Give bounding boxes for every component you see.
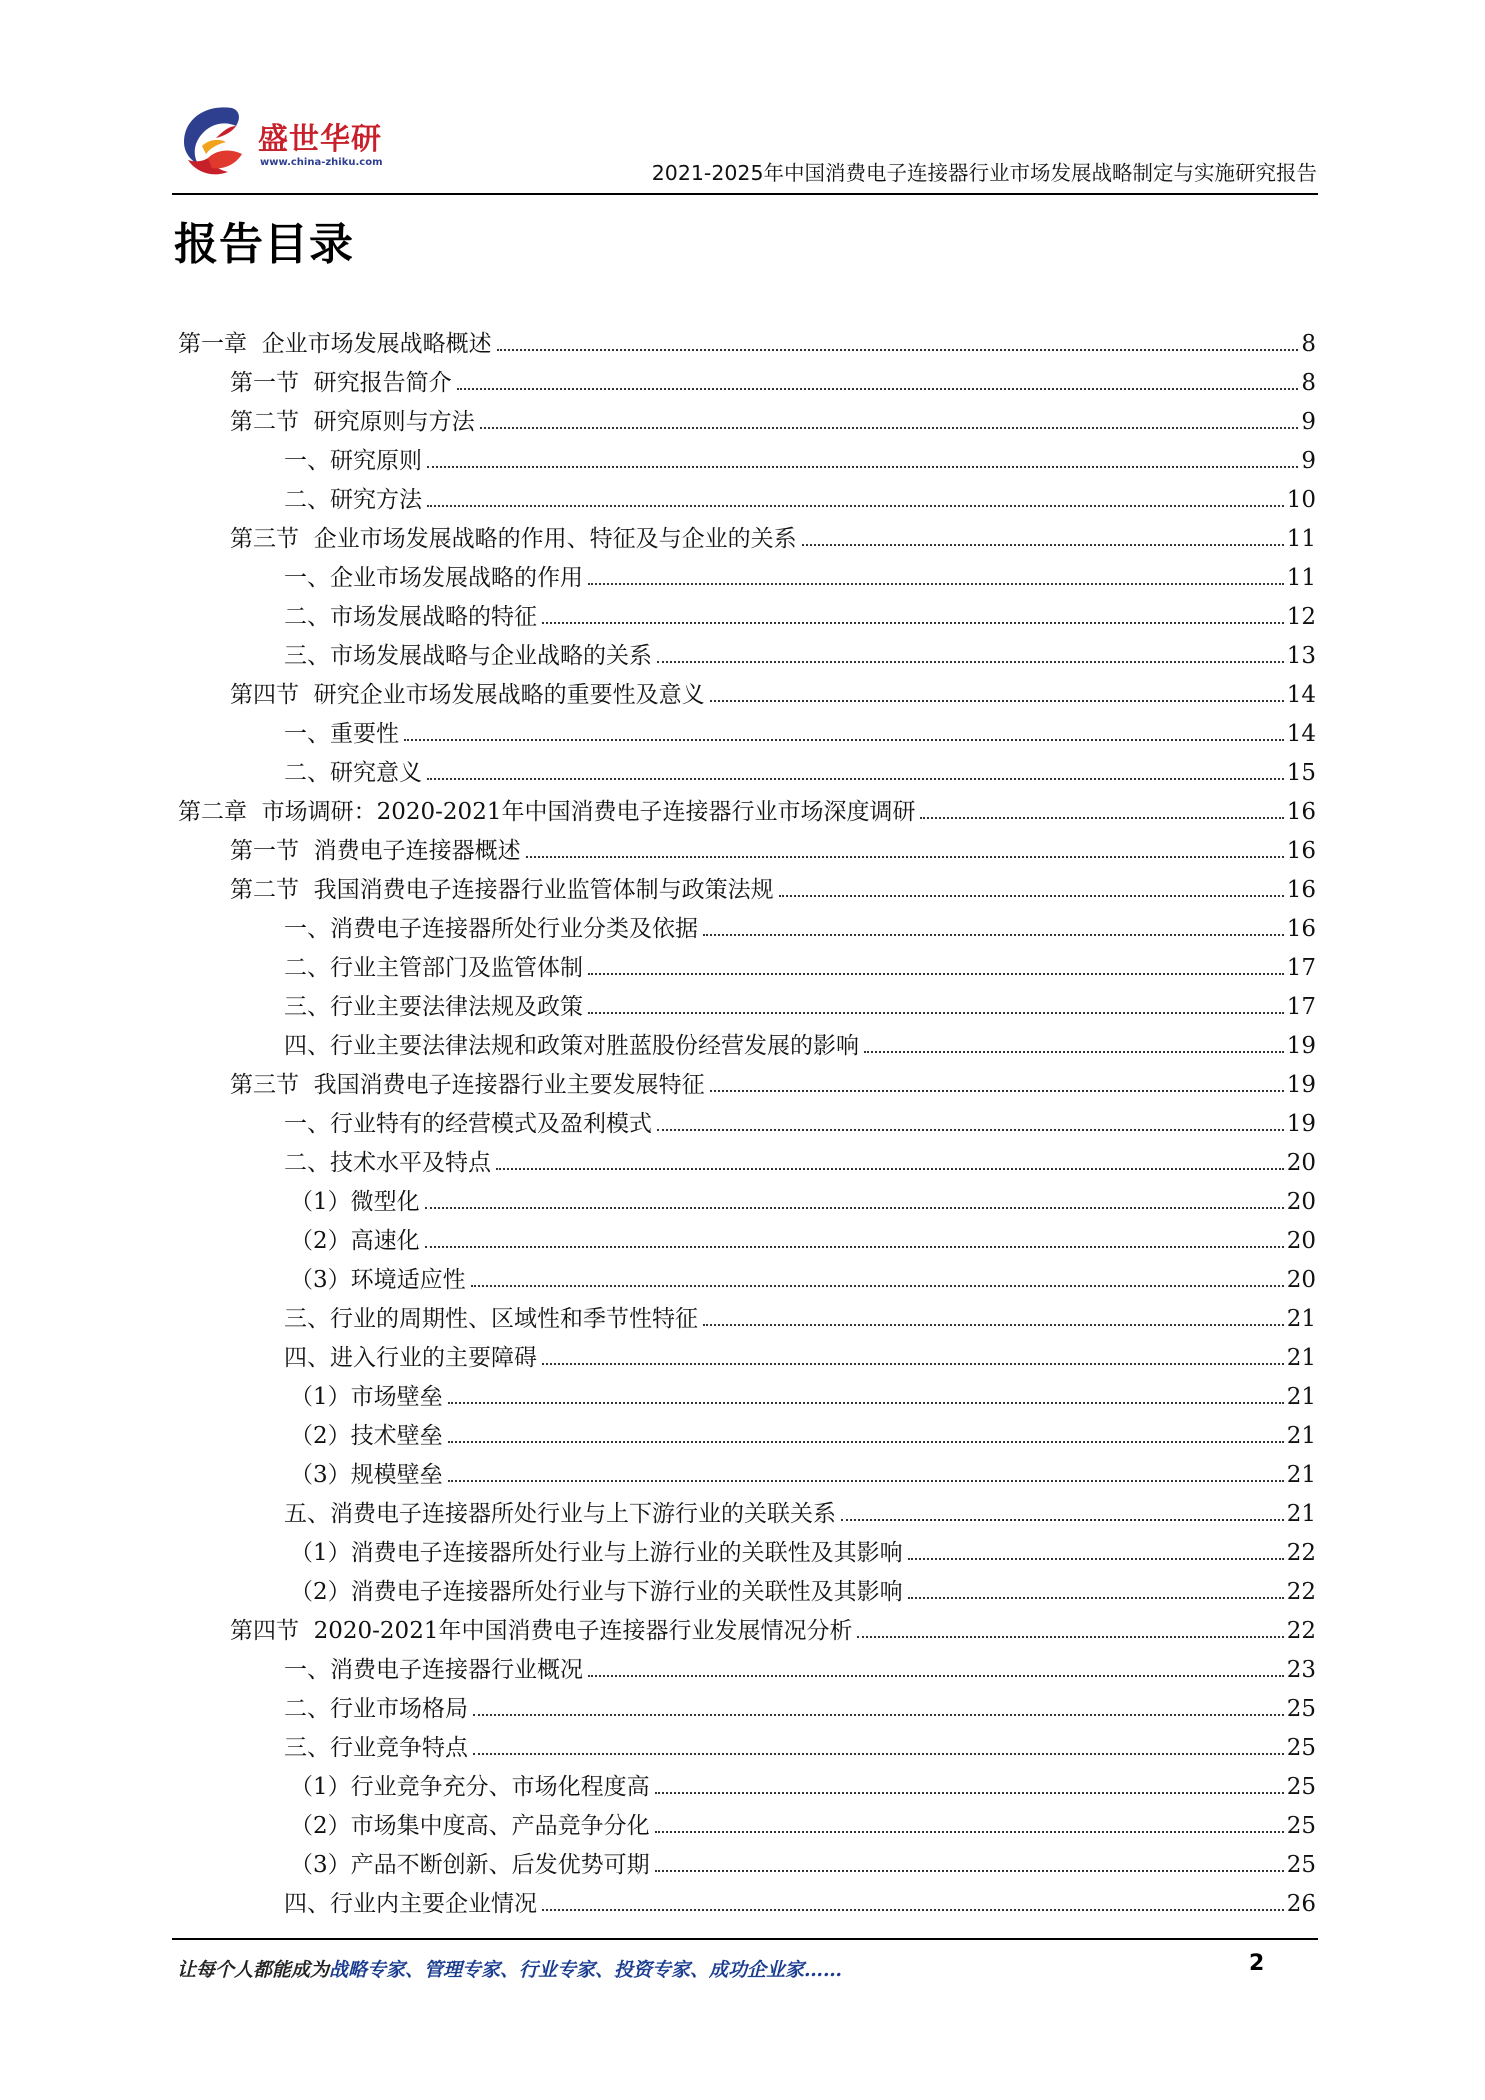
toc-dot-leader (655, 1831, 1284, 1833)
toc-entry-title: 二、市场发展战略的特征 (284, 604, 537, 630)
toc-entry-title: 第一章 企业市场发展战略概述 (178, 331, 492, 357)
toc-entry[interactable] (284, 946, 1316, 985)
toc-dot-leader (448, 1480, 1284, 1482)
toc-entry-title: 第一节 消费电子连接器概述 (230, 838, 521, 864)
toc-entry[interactable] (284, 478, 1316, 517)
toc-entry[interactable] (290, 1531, 1316, 1570)
toc-entry[interactable] (284, 1297, 1316, 1336)
toc-entry[interactable] (284, 556, 1316, 595)
toc-entry[interactable] (284, 1141, 1316, 1180)
toc-entry-page: 25 (1286, 1852, 1316, 1878)
toc-dot-leader (588, 973, 1284, 975)
toc-entry[interactable] (284, 634, 1316, 673)
toc-entry-page: 25 (1286, 1696, 1316, 1722)
toc-entry-page: 16 (1286, 877, 1316, 903)
toc-entry-title: 四、行业内主要企业情况 (284, 1891, 537, 1917)
toc-entry[interactable] (290, 1375, 1316, 1414)
toc-entry[interactable] (284, 712, 1316, 751)
toc-entry-title: （2）技术壁垒 (290, 1423, 443, 1449)
toc-entry[interactable] (290, 1414, 1316, 1453)
logo-url: www.china-zhiku.com (260, 157, 383, 168)
toc-entry[interactable] (230, 673, 1316, 712)
toc-entry[interactable] (290, 1843, 1316, 1882)
toc-entry-page: 19 (1286, 1111, 1316, 1137)
toc-entry-page: 10 (1286, 487, 1316, 513)
toc-entry-page: 20 (1286, 1228, 1316, 1254)
toc-entry[interactable] (284, 1687, 1316, 1726)
toc-entry[interactable] (284, 1024, 1316, 1063)
toc-entry-title: 二、行业主管部门及监管体制 (284, 955, 583, 981)
toc-entry-page: 17 (1286, 955, 1316, 981)
toc-entry-page: 11 (1286, 565, 1316, 591)
toc-entry-page: 19 (1286, 1072, 1316, 1098)
toc-dot-leader (427, 778, 1284, 780)
toc-dot-leader (427, 505, 1284, 507)
toc-entry-page: 8 (1301, 370, 1316, 396)
toc-dot-leader (655, 1870, 1284, 1872)
toc-entry-page: 16 (1286, 799, 1316, 825)
toc-entry-page: 19 (1286, 1033, 1316, 1059)
toc-entry-page: 22 (1286, 1579, 1316, 1605)
toc-dot-leader (526, 856, 1284, 858)
toc-entry[interactable] (230, 868, 1316, 907)
toc-entry[interactable] (230, 1609, 1316, 1648)
toc-entry-title: 二、技术水平及特点 (284, 1150, 491, 1176)
toc-entry-title: 五、消费电子连接器所处行业与上下游行业的关联关系 (284, 1501, 836, 1527)
toc-dot-leader (802, 544, 1284, 546)
toc-entry-page: 21 (1286, 1306, 1316, 1332)
company-logo (172, 100, 402, 184)
toc-dot-leader (703, 934, 1284, 936)
toc-dot-leader (841, 1519, 1284, 1521)
toc-entry[interactable] (284, 1726, 1316, 1765)
toc-entry[interactable] (284, 595, 1316, 634)
toc-entry-page: 16 (1286, 916, 1316, 942)
toc-entry-page: 25 (1286, 1735, 1316, 1761)
page-title: 报告目录 (174, 219, 354, 270)
toc-entry[interactable] (284, 1492, 1316, 1531)
toc-entry[interactable] (284, 1648, 1316, 1687)
toc-dot-leader (542, 622, 1284, 624)
page-number: 2 (1249, 1951, 1265, 1976)
toc-dot-leader (588, 1675, 1284, 1677)
toc-entry[interactable] (290, 1219, 1316, 1258)
toc-entry-title: 一、研究原则 (284, 448, 422, 474)
toc-entry-page: 13 (1286, 643, 1316, 669)
toc-entry-page: 25 (1286, 1813, 1316, 1839)
report-title: 2021-2025年中国消费电子连接器行业市场发展战略制定与实施研究报告 (651, 161, 1317, 185)
toc-entry[interactable] (290, 1765, 1316, 1804)
toc-entry-page: 21 (1286, 1501, 1316, 1527)
toc-entry-page: 21 (1286, 1384, 1316, 1410)
toc-entry[interactable] (230, 361, 1316, 400)
toc-dot-leader (427, 466, 1298, 468)
toc-entry-page: 21 (1286, 1423, 1316, 1449)
toc-entry-title: 第二节 我国消费电子连接器行业监管体制与政策法规 (230, 877, 774, 903)
toc-dot-leader (703, 1324, 1284, 1326)
toc-dot-leader (497, 349, 1299, 351)
toc-entry-title: 一、消费电子连接器所处行业分类及依据 (284, 916, 698, 942)
toc-entry[interactable] (290, 1180, 1316, 1219)
toc-entry[interactable] (230, 829, 1316, 868)
toc-entry-page: 22 (1286, 1618, 1316, 1644)
toc-entry-page: 23 (1286, 1657, 1316, 1683)
toc-dot-leader (496, 1168, 1284, 1170)
toc-entry-title: 三、行业的周期性、区域性和季节性特征 (284, 1306, 698, 1332)
toc-entry-title: 第三节 我国消费电子连接器行业主要发展特征 (230, 1072, 705, 1098)
toc-entry[interactable] (290, 1804, 1316, 1843)
toc-dot-leader (710, 700, 1284, 702)
toc-entry-title: 一、行业特有的经营模式及盈利模式 (284, 1111, 652, 1137)
header-divider (172, 193, 1318, 195)
toc-entry[interactable] (284, 751, 1316, 790)
toc-entry-title: 第四节 2020-2021年中国消费电子连接器行业发展情况分析 (230, 1618, 853, 1644)
toc-entry-page: 20 (1286, 1189, 1316, 1215)
toc-dot-leader (542, 1909, 1284, 1911)
toc-dot-leader (588, 583, 1284, 585)
toc-entry-title: 第二节 研究原则与方法 (230, 409, 475, 435)
toc-entry-page: 11 (1286, 526, 1316, 552)
toc-entry-title: （2）市场集中度高、产品竞争分化 (290, 1813, 650, 1839)
toc-entry-page: 9 (1301, 448, 1316, 474)
toc-entry-page: 15 (1286, 760, 1316, 786)
toc-entry-page: 8 (1301, 331, 1316, 357)
toc-entry-title: （3）环境适应性 (290, 1267, 466, 1293)
toc-entry-page: 12 (1286, 604, 1316, 630)
footer-slogan-prefix: 让每个人都能成为 (177, 1959, 330, 1981)
toc-entry-title: 四、行业主要法律法规和政策对胜蓝股份经营发展的影响 (284, 1033, 859, 1059)
toc-entry[interactable] (290, 1258, 1316, 1297)
toc-dot-leader (920, 817, 1283, 819)
toc-entry[interactable] (284, 1336, 1316, 1375)
toc-entry-title: （1）市场壁垒 (290, 1384, 443, 1410)
toc-entry-title: 三、行业竞争特点 (284, 1735, 468, 1761)
toc-entry-page: 20 (1286, 1267, 1316, 1293)
toc-dot-leader (542, 1363, 1284, 1365)
toc-dot-leader (448, 1402, 1284, 1404)
toc-entry-title: 三、市场发展战略与企业战略的关系 (284, 643, 652, 669)
toc-entry[interactable] (284, 985, 1316, 1024)
toc-dot-leader (588, 1012, 1284, 1014)
toc-entry[interactable] (230, 517, 1316, 556)
toc-dot-leader (480, 427, 1299, 429)
toc-entry[interactable] (284, 1882, 1316, 1921)
toc-dot-leader (457, 388, 1299, 390)
toc-entry-title: （2）消费电子连接器所处行业与下游行业的关联性及其影响 (290, 1579, 903, 1605)
toc-dot-leader (657, 1129, 1284, 1131)
toc-dot-leader (473, 1753, 1284, 1755)
toc-entry-page: 9 (1301, 409, 1316, 435)
toc-entry-page: 20 (1286, 1150, 1316, 1176)
footer-slogan (177, 1955, 842, 1982)
toc-entry-title: （3）产品不断创新、后发优势可期 (290, 1852, 650, 1878)
toc-entry[interactable] (290, 1453, 1316, 1492)
toc-entry-page: 14 (1286, 682, 1316, 708)
toc-entry-title: 四、进入行业的主要障碍 (284, 1345, 537, 1371)
footer-slogan-highlight: 战略专家、管理专家、行业专家、投资专家、成功企业家…… (329, 1959, 843, 1981)
toc-entry-title: 第一节 研究报告简介 (230, 370, 452, 396)
toc-entry-title: （1）微型化 (290, 1189, 420, 1215)
toc-dot-leader (655, 1792, 1284, 1794)
toc-entry-title: （1）消费电子连接器所处行业与上游行业的关联性及其影响 (290, 1540, 903, 1566)
toc-dot-leader (425, 1246, 1284, 1248)
toc-entry-page: 16 (1286, 838, 1316, 864)
toc-dot-leader (473, 1714, 1284, 1716)
toc-entry-title: 一、消费电子连接器行业概况 (284, 1657, 583, 1683)
toc-entry[interactable] (178, 790, 1316, 829)
toc-entry-title: （1）行业竞争充分、市场化程度高 (290, 1774, 650, 1800)
toc-entry-title: 第三节 企业市场发展战略的作用、特征及与企业的关系 (230, 526, 797, 552)
toc-entry[interactable] (290, 1570, 1316, 1609)
toc-entry-title: 二、研究方法 (284, 487, 422, 513)
toc-entry-title: 三、行业主要法律法规及政策 (284, 994, 583, 1020)
toc-entry-page: 25 (1286, 1774, 1316, 1800)
toc-entry-page: 26 (1286, 1891, 1316, 1917)
toc-dot-leader (857, 1636, 1283, 1638)
toc-entry-page: 14 (1286, 721, 1316, 747)
toc-entry-page: 17 (1286, 994, 1316, 1020)
footer-divider (172, 1938, 1318, 1940)
toc-entry-title: 二、行业市场格局 (284, 1696, 468, 1722)
toc-entry-title: 一、企业市场发展战略的作用 (284, 565, 583, 591)
toc-entry-title: （3）规模壁垒 (290, 1462, 443, 1488)
toc-dot-leader (908, 1558, 1284, 1560)
toc-entry-title: 第四节 研究企业市场发展战略的重要性及意义 (230, 682, 705, 708)
toc-dot-leader (404, 739, 1284, 741)
toc-dot-leader (864, 1051, 1284, 1053)
toc-entry-title: （2）高速化 (290, 1228, 420, 1254)
toc-entry[interactable] (284, 439, 1316, 478)
toc-dot-leader (471, 1285, 1284, 1287)
toc-entry-page: 21 (1286, 1345, 1316, 1371)
toc-entry-title: 第二章 市场调研：2020-2021年中国消费电子连接器行业市场深度调研 (178, 799, 916, 825)
toc-dot-leader (779, 895, 1284, 897)
logo-name: 盛世华研 (258, 122, 382, 157)
toc-entry[interactable] (284, 1102, 1316, 1141)
toc-entry-page: 22 (1286, 1540, 1316, 1566)
toc-dot-leader (425, 1207, 1284, 1209)
toc-dot-leader (657, 661, 1284, 663)
toc-dot-leader (448, 1441, 1284, 1443)
toc-entry[interactable] (230, 1063, 1316, 1102)
toc-entry-title: 一、重要性 (284, 721, 399, 747)
toc-entry[interactable] (178, 322, 1316, 361)
logo-swirl-icon (172, 100, 256, 184)
toc-dot-leader (908, 1597, 1284, 1599)
toc-entry-page: 21 (1286, 1462, 1316, 1488)
toc-dot-leader (710, 1090, 1284, 1092)
toc-entry[interactable] (230, 400, 1316, 439)
toc-entry[interactable] (284, 907, 1316, 946)
toc-entry-title: 二、研究意义 (284, 760, 422, 786)
